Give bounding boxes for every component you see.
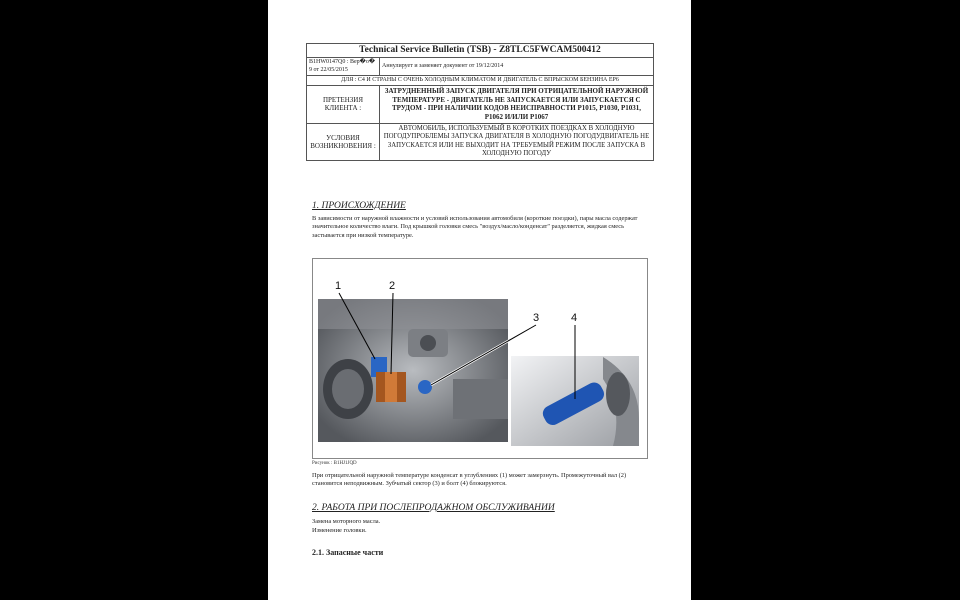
section-1-title: 1. ПРОИСХОЖДЕНИЕ bbox=[312, 201, 406, 211]
section-2-1-title: 2.1. Запасные части bbox=[312, 548, 384, 557]
section-2-title: 2. РАБОТА ПРИ ПОСЛЕПРОДАЖНОМ ОБСЛУЖИВАНИИ bbox=[312, 503, 555, 513]
supersedes-note: Аннулирует и заменяет документ от 19/12/2014 bbox=[380, 58, 654, 75]
tsb-title: Technical Service Bulletin (TSB) - Z8TLC5FWCAM500412 bbox=[307, 44, 654, 58]
document-page bbox=[268, 0, 691, 600]
engine-photo bbox=[313, 259, 647, 458]
section-2-line-1: Замена моторного масла. bbox=[312, 518, 381, 525]
applies-to: ДЛЯ : C4 И СТРАНЫ С ОЧЕНЬ ХОЛОДНЫМ КЛИМАТОМ И ДВИГАТЕЛЬ С ВПРЫСКОМ БЕНЗИНА EP6 bbox=[307, 75, 654, 85]
conditions-text: АВТОМОБИЛЬ, ИСПОЛЬЗУЕМЫЙ В КОРОТКИХ ПОЕЗДКАХ В ХОЛОДНУЮ ПОГОДУПРОБЛЕМЫ ЗАПУСКА ДВИГАТЕЛЯ В ХОЛОДНУЮ ПОГОДУДВИГАТЕЛЬ НЕ ЗАПУСКАЕТСЯ ИЛИ НЕ ВЫХОДИТ НА ТРЕБУЕМЫЙ РЕЖИМ ПОСЛЕ ЗАПУСКА В ХОЛОДНУЮ ПОГОДУ bbox=[380, 123, 654, 160]
callout-1: 1 bbox=[335, 280, 342, 292]
conditions-label: УСЛОВИЯ ВОЗНИКНОВЕНИЯ : bbox=[307, 123, 380, 160]
callout-3: 3 bbox=[533, 312, 540, 324]
figure-explanation: При отрицательной наружной температуре конденсат в углублениях (1) может замерзнуть. Промежуточный вал (2) становится неподвижным. Зубчатый сектор (3) и болт (4) блокируются. bbox=[312, 472, 627, 488]
callout-4: 4 bbox=[571, 312, 578, 324]
section-2-line-2: Изменение головки. bbox=[312, 527, 367, 534]
section-1-text: В зависимости от наружной влажности и условий использования автомобиля (короткие поездки), пары масла содержат значительное количество влаги. Под крышкой головки смесь "воздух/масло/конденсат" разделяется, жидкая смесь застывается при низкой температуре. bbox=[312, 215, 638, 239]
callout-2: 2 bbox=[389, 280, 396, 292]
claim-label: ПРЕТЕНЗИЯ КЛИЕНТА : bbox=[307, 85, 380, 123]
engine-figure bbox=[312, 258, 648, 459]
tsb-header-table bbox=[306, 43, 654, 161]
part-3-marker bbox=[418, 380, 432, 394]
bulletin-reference: B1HW0147Q0 : Вер�o� 9 от 22/05/2015 bbox=[307, 58, 380, 75]
figure-caption: Рисунок : B1HJ1JQD bbox=[312, 461, 357, 466]
claim-text: ЗАТРУДНЕННЫЙ ЗАПУСК ДВИГАТЕЛЯ ПРИ ОТРИЦАТЕЛЬНОЙ НАРУЖНОЙ ТЕМПЕРАТУРЕ - ДВИГАТЕЛЬ НЕ ЗАПУСКАЕТСЯ ИЛИ ЗАПУСКАЕТСЯ С ТРУДОМ - ПРИ НАЛИЧИИ КОДОВ НЕИСПРАВНОСТИ P1015, P1030, P1031, P1062 И/ИЛИ P1067 bbox=[380, 85, 654, 123]
